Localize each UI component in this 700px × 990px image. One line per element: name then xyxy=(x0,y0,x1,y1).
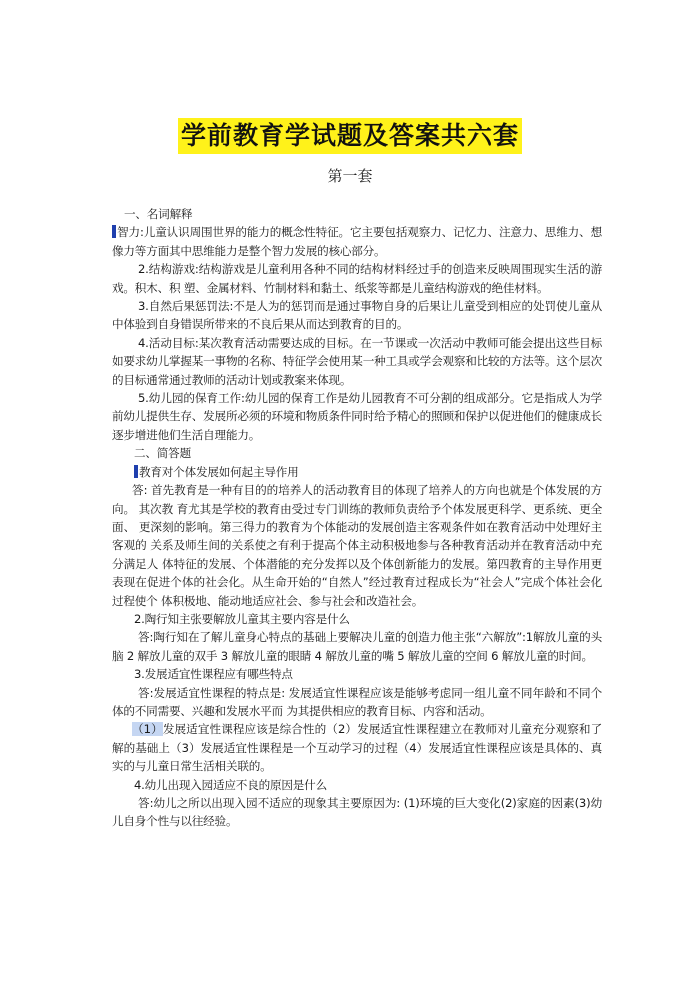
answer-paragraph: （1）发展适宜性课程应该是综合性的（2）发展适宜性课程建立在教师对儿童充分观察和了解的基础上（3）发展适宜性课程是一个互动学习的过程（4）发展适宜性课程应该是具体的、真实的与儿童日常生活相关联的。 xyxy=(112,722,602,774)
answer-paragraph: 答: 首先教育是一种有目的的培养人的活动教育目的体现了培养人的方向也就是个体发展的方向。 其次教 育尤其是学校的教育由受过专门训练的教师负责给予个体发展更科学、更系统、更全面、 更深刻的影响。第三得力的教育为个体能动的发展创造主客观条件如在教育活动中处理好主客观的 关系及师生间的关系使之有利于提高个体主动积极地参与各种教育活动并在教育活动中充分满足人 体特征的发展、个体潜能的充分发挥以及个体创新能力的发展。第四教育的主导作用更表现在促进个体的社会化。从生命开始的“自然人”经过教育过程成长为“社会人”完成个体社会化过程使个 体积极地、能动地适应社会、参与社会和改造社会。 xyxy=(112,483,602,608)
section-heading-definitions: 一、名词解释 xyxy=(124,207,193,221)
question-heading: 教育对个体发展如何起主导作用 xyxy=(112,463,602,481)
highlighted-marker: （1） xyxy=(132,722,163,737)
document-body xyxy=(112,205,602,831)
definition-item: 4.活动目标:某次教育活动需要达成的目标。在一节课或一次活动中教师可能会提出这些目标如要求幼儿掌握某一事物的名称、特征学会使用某一种工具或学会观察和比较的方法等。这个层次的目标通常通过教师的活动计划或教案来体现。 xyxy=(112,335,602,387)
document-title: 学前教育学试题及答案共六套 xyxy=(178,118,522,154)
definition-item: 2.结构游戏:结构游戏是儿童利用各种不同的结构材料经过手的创造来反映周围现实生活的游戏。积木、积 塑、金属材料、竹制材料和黏土、纸浆等都是儿童结构游戏的绝佳材料。 xyxy=(112,262,602,295)
answer-paragraph: 答:陶行知在了解儿童身心特点的基础上要解决儿童的创造力他主张“六解放”:1解放儿童的头脑 2 解放儿童的双手 3 解放儿童的眼睛 4 解放儿童的嘴 5 解放儿童的空间 6 解放儿童的时间。 xyxy=(112,630,602,663)
question-heading: 3.发展适宜性课程应有哪些特点 xyxy=(134,667,293,682)
definition-item: 5.幼儿园的保育工作:幼儿园的保育工作是幼儿园教育不可分割的组成部分。它是指成人为学前幼儿提供生存、发展所必须的环境和物质条件同时给予精心的照顾和保护以促进他们的健康成长逐步增进他们生活自理能力。 xyxy=(112,391,602,442)
text-cursor xyxy=(112,225,116,238)
definition-item: 智力:儿童认识周围世界的能力的概念性特征。它主要包括观察力、记忆力、注意力、思维力、想像力等方面其中思维能力是整个智力发展的核心部分。 xyxy=(112,225,602,258)
question-heading: 2.陶行知主张要解放儿童其主要内容是什么 xyxy=(134,611,350,626)
title-container xyxy=(0,118,700,154)
text-cursor xyxy=(134,465,138,478)
answer-paragraph: 答:幼儿之所以出现入园不适应的现象其主要原因为: (1)环境的巨大变化(2)家庭的因素(3)幼儿自身个性与以往经验。 xyxy=(112,796,602,829)
answer-paragraph: 答:发展适宜性课程的特点是: 发展适宜性课程应该是能够考虑同一组儿童不同年龄和不同个体的不同需要、兴趣和发展水平而 为其提供相应的教育目标、内容和活动。 xyxy=(112,685,602,718)
definition-item: 3.自然后果惩罚法:不是人为的惩罚而是通过事物自身的后果让儿童受到相应的处罚使儿童从中体验到自身错误所带来的不良后果从而达到教育的目的。 xyxy=(112,299,602,332)
section-heading-short-answer: 二、简答题 xyxy=(134,446,191,461)
question-heading: 4.幼儿出现入园适应不良的原因是什么 xyxy=(134,777,327,792)
document-subtitle: 第一套 xyxy=(327,167,373,185)
